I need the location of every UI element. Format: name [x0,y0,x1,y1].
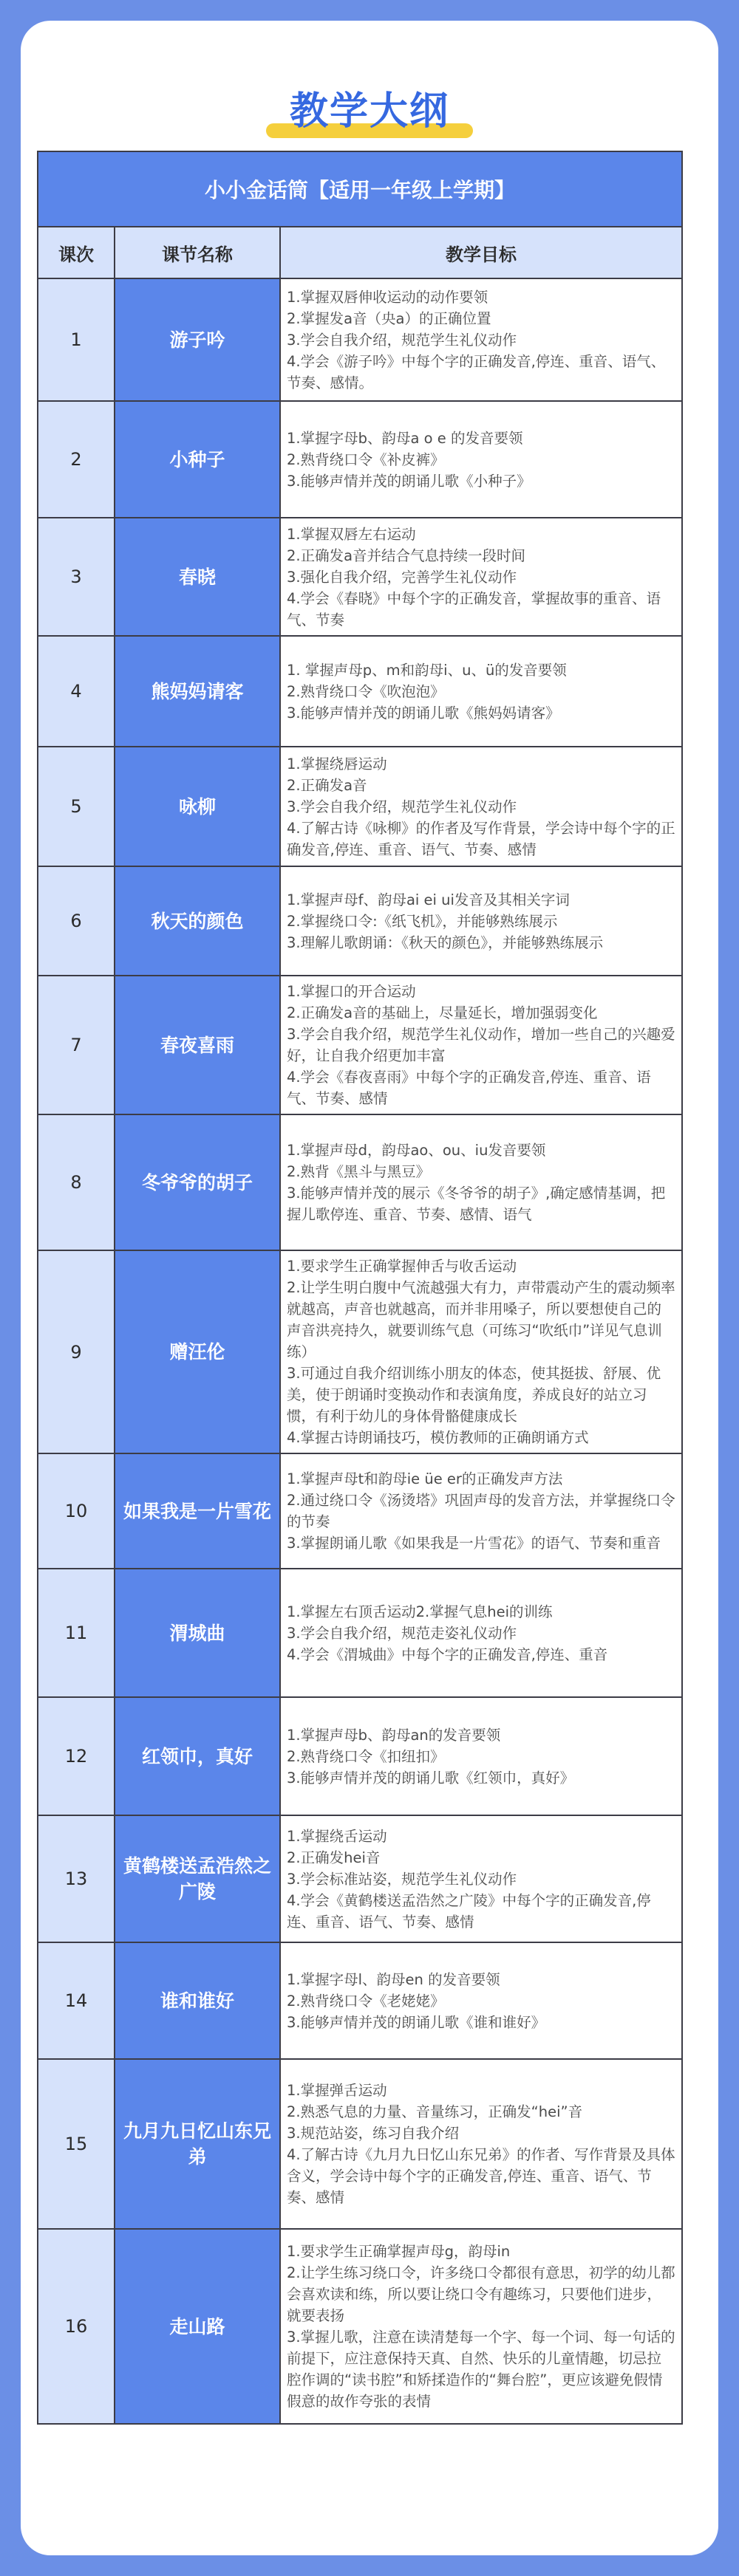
lesson-goals [280,1453,682,1569]
goal-item: 2.熟背绕口令《补皮裤》 [287,451,445,468]
lesson-goals [280,401,682,518]
lesson-goals [280,1114,682,1250]
lesson-goals [280,1697,682,1815]
goal-item: 1. 掌握声母p、m和韵母i、u、ü的发音要领 [287,661,567,679]
table-row [38,1815,682,1942]
goal-item: 2.正确发hei音 [287,1849,381,1866]
header-teaching-goal: 教学目标 [280,227,682,278]
lesson-number: 8 [38,1114,115,1250]
goal-item: 3.能够声情并茂的展示《冬爷爷的胡子》,确定感情基调，把握儿歌停连、重音、节奏、感情、语气 [287,1185,666,1223]
lesson-name: 如果我是一片雪花 [115,1453,280,1569]
goal-item: 3.学会自我介绍，规范学生礼仪动作，增加一些自己的兴趣爱好，让自我介绍更加丰富 [287,1026,675,1064]
goal-item: 1.掌握字母b、韵母a o e 的发音要领 [287,429,523,447]
goal-item: 2.掌握绕口令:《纸飞机》，并能够熟练展示 [287,912,558,930]
goal-item: 2.正确发a音 [287,776,367,794]
lesson-goals [280,278,682,401]
table-row [38,1250,682,1453]
table-row [38,1697,682,1815]
goal-item: 1.掌握声母b、韵母an的发音要领 [287,1726,501,1744]
lesson-name: 咏柳 [115,747,280,866]
goal-item: 1.掌握绕唇运动 [287,755,387,773]
lesson-goals [280,1942,682,2059]
table-caption: 小小金话筒【适用一年级上学期】 [38,151,682,227]
lesson-name: 红领巾，真好 [115,1697,280,1815]
goal-item: 1.掌握绕舌运动 [287,1827,387,1845]
goal-item: 2.让学生明白腹中气流越强大有力，声带震动产生的震动频率就越高，声音也就越高，而并非用嗓子，所以要想使自己的声音洪亮持久，就要训练气息（可练习“吹纸巾”详见气息训练） [287,1279,675,1360]
lesson-name: 谁和谁好 [115,1942,280,2059]
goal-item: 1.掌握字母l、韵母en 的发音要领 [287,1970,500,1988]
lesson-number: 4 [38,636,115,747]
lesson-goals [280,747,682,866]
goal-item: 2.掌握发a音（央a）的正确位置 [287,309,491,327]
lesson-goals [280,1815,682,1942]
goal-item: 1.掌握左右顶舌运动2.掌握气息hei的训练 [287,1603,553,1620]
lesson-number: 5 [38,747,115,866]
goal-item: 2.正确发a音并结合气息持续一段时间 [287,547,526,564]
lesson-number: 3 [38,518,115,636]
table-row [38,2059,682,2229]
syllabus-table [37,151,683,2425]
table-row [38,1942,682,2059]
goal-item: 2.正确发a音的基础上，尽量延长，增加强弱变化 [287,1004,598,1021]
lesson-goals [280,976,682,1114]
lesson-name: 赠汪伦 [115,1250,280,1453]
goal-item: 2.熟悉气息的力量、音量练习，正确发“hei”音 [287,2103,583,2120]
lesson-name: 小种子 [115,401,280,518]
goal-item: 1.掌握声母d，韵母ao、ou、iu发音要领 [287,1142,546,1159]
table-row [38,401,682,518]
lesson-number: 1 [38,278,115,401]
goal-item: 3.掌握儿歌，注意在读清楚每一个字、每一个词、每一句话的前提下，应注意保持天真、自然、快乐的儿童情趣，切忌拉腔作调的“读书腔”和矫揉造作的“舞台腔”，更应该避免假情假意的故作夸张的表情 [287,2329,675,2410]
goal-item: 4.了解古诗《咏柳》的作者及写作背景，学会诗中每个字的正确发音,停连、重音、语气、节奏、感情 [287,819,675,858]
goal-item: 1.掌握声母f、韵母ai ei ui发音及其相关字词 [287,891,570,908]
table-row [38,1569,682,1697]
lesson-number: 6 [38,866,115,976]
lesson-number: 11 [38,1569,115,1697]
goal-item: 2.熟背《黑斗与黑豆》 [287,1163,431,1180]
goal-item: 3.理解儿歌朗诵：《秋天的颜色》，并能够熟练展示 [287,934,604,951]
header-lesson-no: 课次 [38,227,115,278]
goal-item: 4.了解古诗《九月九日忆山东兄弟》的作者、写作背景及具体含义，学会诗中每个字的正确发音,停连、重音、语气、节奏、感情 [287,2146,675,2206]
goal-item: 1.要求学生正确掌握声母g，韵母in [287,2243,511,2260]
lesson-name: 春夜喜雨 [115,976,280,1114]
lesson-number: 7 [38,976,115,1114]
lesson-goals [280,866,682,976]
table-row [38,518,682,636]
goal-item: 3.规范站姿，练习自我介绍 [287,2125,460,2142]
goal-item: 2.让学生练习绕口令，许多绕口令都很有意思，初学的幼儿都会喜欢读和练，所以要让绕口令有趣练习，只要他们进步，就要表扬 [287,2264,675,2324]
table-row [38,2229,682,2424]
lesson-number: 10 [38,1453,115,1569]
lesson-goals [280,1569,682,1697]
lesson-number: 15 [38,2059,115,2229]
header-row [38,227,682,278]
goal-item: 1.掌握弹舌运动 [287,2082,387,2099]
goal-item: 4.学会《渭城曲》中每个字的正确发音,停连、重音 [287,1645,608,1663]
lesson-goals [280,518,682,636]
goal-item: 2.熟背绕口令《扣纽扣》 [287,1747,445,1765]
lesson-goals [280,2229,682,2424]
lesson-number: 12 [38,1697,115,1815]
table-row [38,636,682,747]
table-row [38,976,682,1114]
lesson-name: 走山路 [115,2229,280,2424]
goal-item: 2.熟背绕口令《吹泡泡》 [287,682,445,700]
table-row [38,1453,682,1569]
goal-item: 3.能够声情并茂的朗诵儿歌《红领巾，真好》 [287,1769,575,1787]
goal-item: 4.掌握古诗朗诵技巧，模仿教师的正确朗诵方式 [287,1429,589,1446]
table-row [38,1114,682,1250]
goal-item: 1.掌握口的开合运动 [287,983,416,1000]
goal-item: 3.强化自我介绍，完善学生礼仪动作 [287,568,517,586]
goal-item: 3.能够声情并茂的朗诵儿歌《谁和谁好》 [287,2013,546,2031]
goal-item: 4.学会《春夜喜雨》中每个字的正确发音,停连、重音、语气、节奏、感情 [287,1069,651,1107]
lesson-goals [280,636,682,747]
goal-item: 3.可通过自我介绍训练小朋友的体态，使其挺拔、舒展、优美，使于朗诵时变换动作和表演角度，养成良好的站立习惯，有利于幼儿的身体骨骼健康成长 [287,1365,661,1425]
table-row [38,866,682,976]
goal-item: 1.要求学生正确掌握伸舌与收舌运动 [287,1258,517,1275]
lesson-number: 9 [38,1250,115,1453]
lesson-number: 14 [38,1942,115,2059]
lesson-name: 熊妈妈请客 [115,636,280,747]
lesson-name: 秋天的颜色 [115,866,280,976]
table-row [38,278,682,401]
lesson-goals [280,2059,682,2229]
lesson-name: 黄鹤楼送孟浩然之广陵 [115,1815,280,1942]
lesson-goals [280,1250,682,1453]
table-row [38,747,682,866]
goal-item: 3.学会标准站姿，规范学生礼仪动作 [287,1870,517,1888]
lesson-name: 冬爷爷的胡子 [115,1114,280,1250]
goal-item: 4.学会《黄鹤楼送孟浩然之广陵》中每个字的正确发音,停连、重音、语气、节奏、感情 [287,1891,651,1931]
goal-item: 1.掌握双唇左右运动 [287,525,416,543]
lesson-name: 渭城曲 [115,1569,280,1697]
lesson-number: 16 [38,2229,115,2424]
goal-item: 3.能够声情并茂的朗诵儿歌《熊妈妈请客》 [287,704,560,722]
goal-item: 3.学会自我介绍，规范学生礼仪动作 [287,798,517,815]
lesson-number: 13 [38,1815,115,1942]
page-title-area [21,80,718,135]
goal-item: 1.掌握声母t和韵母ie üe er的正确发声方法 [287,1470,563,1487]
goal-item: 1.掌握双唇伸收运动的动作要领 [287,288,488,306]
goal-item: 2.通过绕口令《汤烫塔》巩固声母的发音方法，并掌握绕口令的节奏 [287,1492,675,1530]
goal-item: 3.学会自我介绍，规范学生礼仪动作 [287,331,517,349]
goal-item: 3.掌握朗诵儿歌《如果我是一片雪花》的语气、节奏和重音 [287,1535,661,1552]
lesson-number: 2 [38,401,115,518]
lesson-name: 游子吟 [115,278,280,401]
goal-item: 2.熟背绕口令《老姥姥》 [287,1992,445,2010]
goal-item: 3.学会自我介绍，规范走姿礼仪动作 [287,1624,517,1642]
header-lesson-name: 课节名称 [115,227,280,278]
lesson-name: 春晓 [115,518,280,636]
lesson-name: 九月九日忆山东兄弟 [115,2059,280,2229]
goal-item: 4.学会《春晓》中每个字的正确发音，掌握故事的重音、语气、节奏 [287,589,661,628]
page-title: 教学大纲 [272,80,467,135]
goal-item: 4.学会《游子吟》中每个字的正确发音,停连、重音、语气、节奏、感情。 [287,352,666,391]
goal-item: 3.能够声情并茂的朗诵儿歌《小种子》 [287,472,531,490]
